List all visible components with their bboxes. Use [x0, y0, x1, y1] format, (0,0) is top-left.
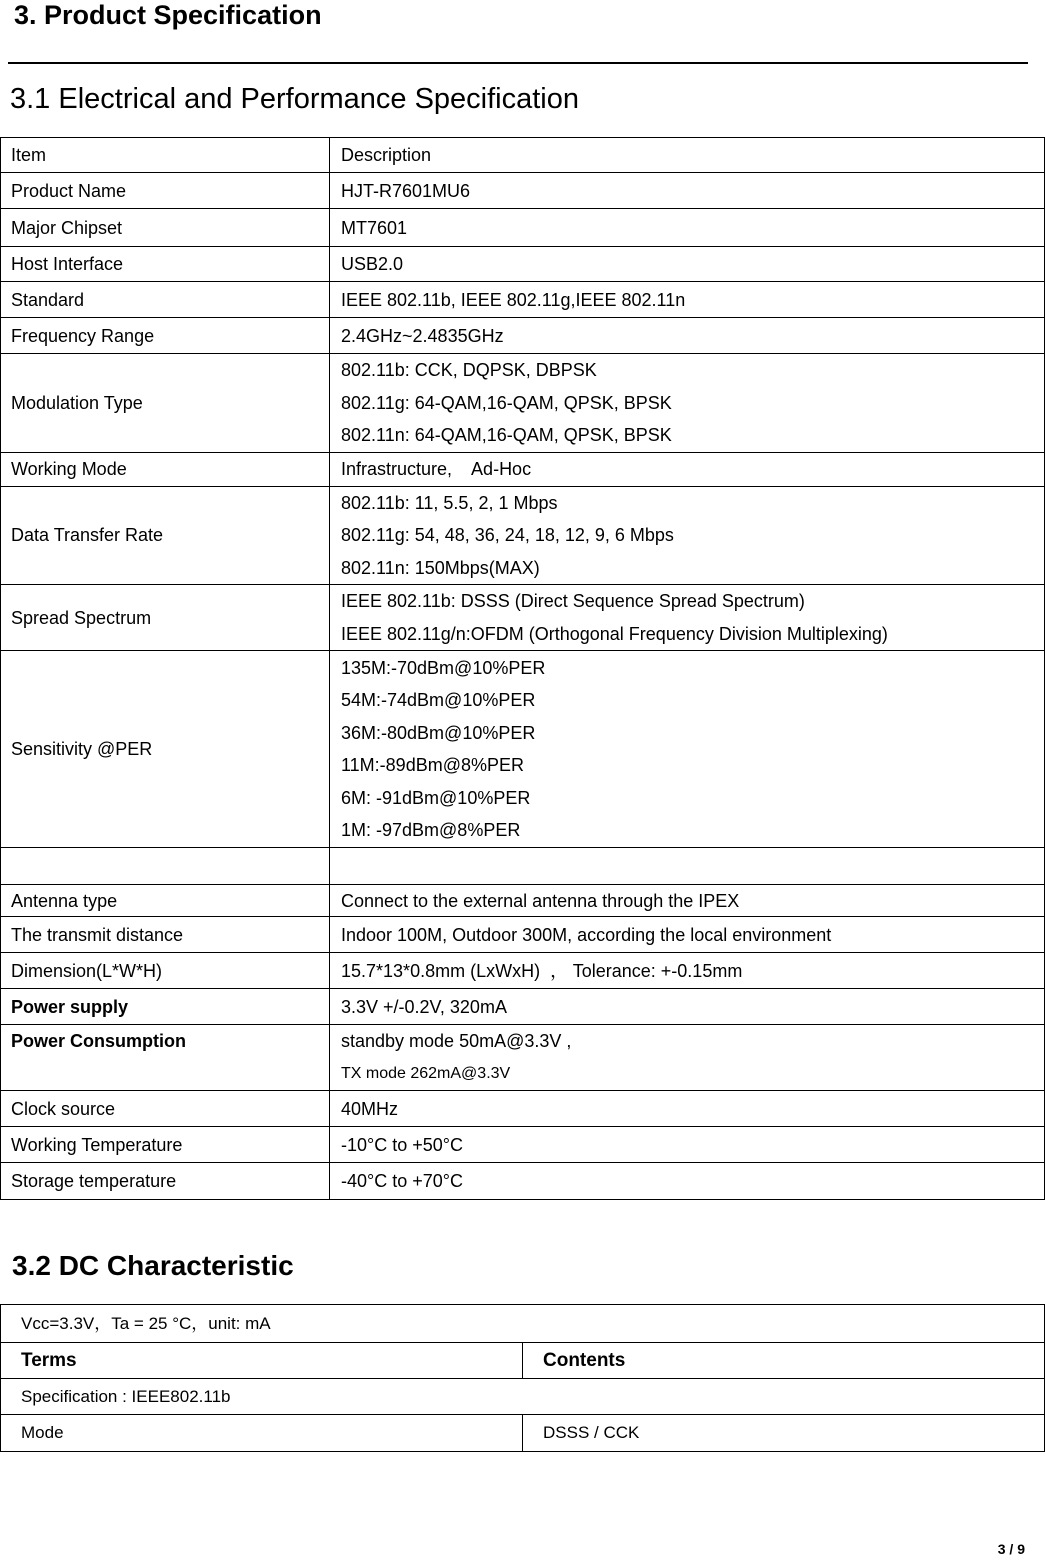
description-line: MT7601: [341, 217, 408, 238]
spec-description: [330, 651, 1045, 848]
description-line: Indoor 100M, Outdoor 300M, according the local environment: [341, 924, 832, 945]
spec-item: Host Interface: [1, 247, 330, 282]
spec-item: Product Name: [1, 173, 330, 209]
spec-item: Dimension(L*W*H): [1, 953, 330, 989]
spec-description: [330, 1127, 1045, 1163]
spec-description: [330, 917, 1045, 953]
spec-description: [330, 848, 1045, 885]
table-row: [1, 247, 1045, 282]
header-item: Item: [1, 138, 330, 173]
table-row: [1, 917, 1045, 953]
description-line: 135M:-70dBm@10%PER: [341, 657, 546, 678]
description-line: IEEE 802.11b, IEEE 802.11g,IEEE 802.11n: [341, 289, 686, 310]
description-line: 802.11g: 64-QAM,16-QAM, QPSK, BPSK: [341, 392, 672, 413]
spec-item: Power Consumption: [1, 1025, 330, 1091]
spec-description: [330, 953, 1045, 989]
table-row: [1, 1163, 1045, 1200]
spec-table: [0, 137, 1045, 1200]
subsection-title: 3.1 Electrical and Performance Specification: [10, 83, 580, 115]
spec-item: [1, 848, 330, 885]
spec-item: Frequency Range: [1, 318, 330, 354]
table-row: [1, 885, 1045, 917]
table-row: [1, 989, 1045, 1025]
dc-spec-row: [1, 1379, 1045, 1415]
description-line: 6M: -91dBm@10%PER: [341, 787, 531, 808]
description-line: HJT-R7601MU6: [341, 180, 471, 201]
description-line: 3.3V +/-0.2V, 320mA: [341, 996, 507, 1017]
description-line: 1M: -97dBm@8%PER: [341, 820, 521, 840]
table-row: [1, 1091, 1045, 1127]
description-line: TX mode 262mA@3.3V: [341, 1064, 511, 1082]
description-line: IEEE 802.11b: DSSS (Direct Sequence Spread Spectrum): [341, 591, 805, 611]
spec-table-body: [1, 138, 1045, 1200]
title-divider: [8, 62, 1028, 64]
dc-condition-row: [1, 1305, 1045, 1343]
spec-description: [330, 1091, 1045, 1127]
spec-item: Spread Spectrum: [1, 585, 330, 651]
table-row: [1, 282, 1045, 318]
description-line: 802.11n: 150Mbps(MAX): [341, 557, 540, 578]
table-row: [1, 452, 1045, 486]
spec-item: Working Mode: [1, 452, 330, 486]
spec-item: Working Temperature: [1, 1127, 330, 1163]
description-line: 802.11b: 11, 5.5, 2, 1 Mbps: [341, 492, 558, 513]
description-line: 40MHz: [341, 1098, 399, 1119]
spec-item: Modulation Type: [1, 354, 330, 453]
spec-item: Sensitivity @PER: [1, 651, 330, 848]
description-line: 802.11g: 54, 48, 36, 24, 18, 12, 9, 6 Mbps: [341, 525, 674, 545]
dc-spec-line: Specification : IEEE802.11b: [1, 1379, 1045, 1415]
spec-item: Antenna type: [1, 885, 330, 917]
page-number: 3 / 9: [997, 1541, 1025, 1557]
description-line: 802.11n: 64-QAM,16-QAM, QPSK, BPSK: [341, 425, 672, 445]
spec-item: Standard: [1, 282, 330, 318]
dc-content: DSSS / CCK: [523, 1415, 1045, 1452]
section-title: 3. Product Specification: [14, 0, 322, 30]
spec-description: [330, 585, 1045, 651]
description-line: 36M:-80dBm@10%PER: [341, 722, 536, 743]
spec-description: [330, 318, 1045, 354]
spec-description: [330, 1025, 1045, 1091]
spec-description: [330, 282, 1045, 318]
table-row: [1, 354, 1045, 453]
spec-item: Storage temperature: [1, 1163, 330, 1200]
table-header-row: [1, 138, 1045, 173]
table-row: [1, 173, 1045, 209]
spec-item: Data Transfer Rate: [1, 486, 330, 585]
dc-header-contents: Contents: [523, 1343, 1045, 1379]
description-line: 54M:-74dBm@10%PER: [341, 690, 536, 710]
description-line: -40°C to +70°C: [341, 1171, 463, 1191]
table-row: [1, 318, 1045, 354]
description-line: 15.7*13*0.8mm (LxWxH) ， Tolerance: +-0.15mm: [341, 960, 743, 981]
description-line: Connect to the external antenna through the IPEX: [341, 890, 740, 911]
description-line: -10°C to +50°C: [341, 1134, 463, 1155]
spec-description: [330, 209, 1045, 247]
table-row: [1, 953, 1045, 989]
spec-description: [330, 885, 1045, 917]
header-description: Description: [330, 138, 1045, 173]
table-row: [1, 1127, 1045, 1163]
description-line: standby mode 50mA@3.3V ,: [341, 1031, 572, 1051]
spec-description: [330, 486, 1045, 585]
table-row: [1, 585, 1045, 651]
table-row: [1, 651, 1045, 848]
dc-term: Mode: [1, 1415, 523, 1452]
description-line: 802.11b: CCK, DQPSK, DBPSK: [341, 360, 597, 380]
table-row: [1, 1415, 1045, 1452]
table-row: [1, 848, 1045, 885]
description-line: 11M:-89dBm@8%PER: [341, 755, 525, 775]
spec-item: The transmit distance: [1, 917, 330, 953]
spec-description: [330, 354, 1045, 453]
spec-item: Power supply: [1, 989, 330, 1025]
dc-header-terms: Terms: [1, 1343, 523, 1379]
spec-item: Major Chipset: [1, 209, 330, 247]
dc-title: 3.2 DC Characteristic: [12, 1250, 294, 1281]
description-line: Infrastructure, Ad-Hoc: [341, 459, 532, 479]
spec-description: [330, 247, 1045, 282]
spec-item: Clock source: [1, 1091, 330, 1127]
dc-condition: Vcc=3.3V，Ta = 25 °C，unit: mA: [1, 1305, 1045, 1343]
spec-description: [330, 452, 1045, 486]
dc-header-row: [1, 1343, 1045, 1379]
spec-description: [330, 173, 1045, 209]
description-line: USB2.0: [341, 254, 404, 274]
spec-description: [330, 1163, 1045, 1200]
table-row: [1, 209, 1045, 247]
spec-description: [330, 989, 1045, 1025]
table-row: [1, 486, 1045, 585]
table-row: [1, 1025, 1045, 1091]
description-line: IEEE 802.11g/n:OFDM (Orthogonal Frequency Division Multiplexing): [341, 623, 888, 644]
dc-table: [0, 1304, 1045, 1452]
description-line: 2.4GHz~2.4835GHz: [341, 325, 504, 346]
